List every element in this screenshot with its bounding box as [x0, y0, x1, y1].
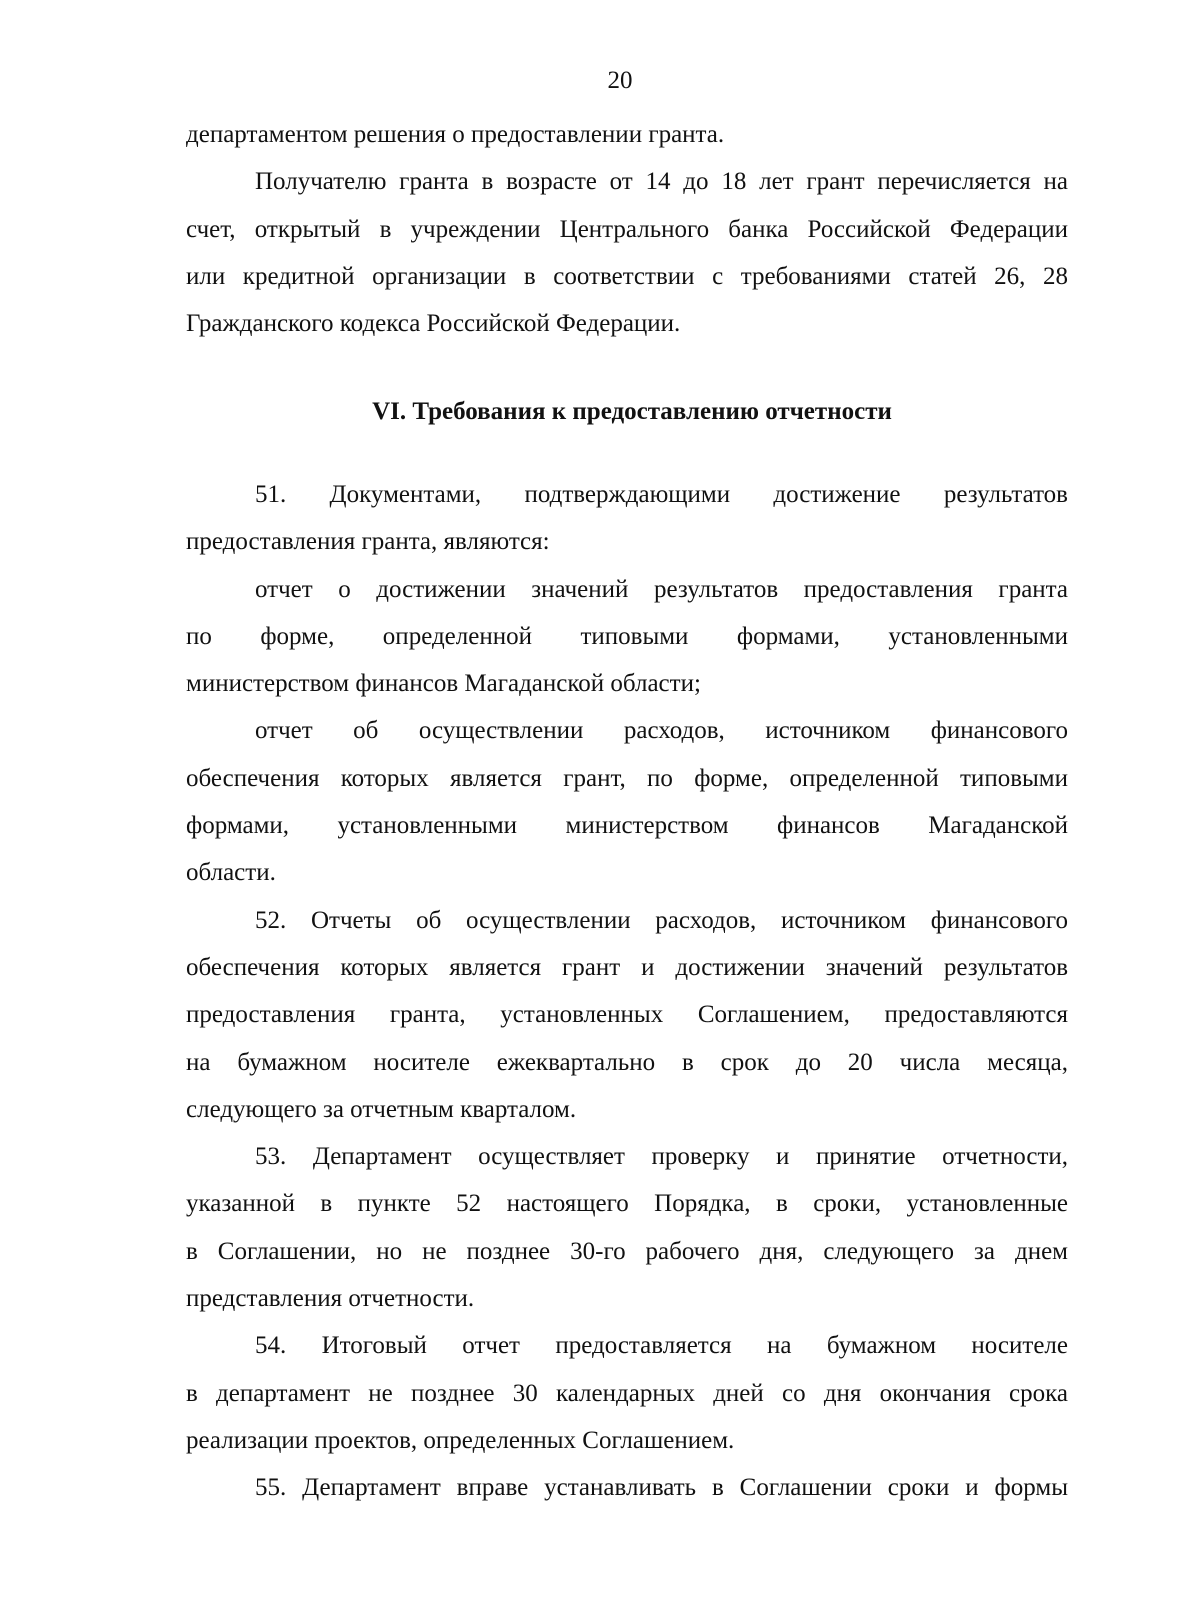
section-heading: VI. Требования к предоставлению отчетности: [372, 398, 892, 425]
text-line: следующего за отчетным кварталом.: [186, 1095, 577, 1123]
text-line: предоставления гранта, являются:: [186, 528, 550, 556]
text-line: предоставления гранта, установленных Соглашением, предоставляются: [186, 1001, 1068, 1029]
text-line: представления отчетности.: [186, 1285, 475, 1313]
text-line: министерством финансов Магаданской области;: [186, 670, 701, 698]
text-line: в Соглашении, но не позднее 30-го рабочего дня, следующего за днем: [186, 1237, 1068, 1265]
text-line: отчет о достижении значений результатов предоставления гранта: [255, 575, 1068, 603]
text-line: счет, открытый в учреждении Центрального банка Российской Федерации: [186, 215, 1068, 243]
page-number: 20: [607, 67, 633, 94]
text-line: обеспечения которых является грант, по форме, определенной типовыми: [186, 764, 1068, 792]
text-line: Гражданского кодекса Российской Федерации.: [186, 310, 681, 338]
text-line: 54. Итоговый отчет предоставляется на бумажном носителе: [255, 1332, 1068, 1360]
text-line: 52. Отчеты об осуществлении расходов, источником финансового: [255, 906, 1068, 934]
text-line: реализации проектов, определенных Соглашением.: [186, 1426, 735, 1454]
text-line: 55. Департамент вправе устанавливать в Соглашении сроки и формы: [255, 1474, 1068, 1502]
paragraph-block-bottom: [186, 471, 1068, 1512]
text-line: 53. Департамент осуществляет проверку и принятие отчетности,: [255, 1143, 1068, 1171]
text-line: формами, установленными министерством финансов Магаданской: [186, 812, 1068, 840]
text-line: области.: [186, 859, 276, 887]
text-line: по форме, определенной типовыми формами, установленными: [186, 622, 1068, 650]
text-line: указанной в пункте 52 настоящего Порядка, в сроки, установленные: [186, 1190, 1068, 1218]
text-line: или кредитной организации в соответствии с требованиями статей 26, 28: [186, 262, 1068, 290]
text-line: 51. Документами, подтверждающими достижение результатов: [255, 481, 1068, 508]
text-line: отчет об осуществлении расходов, источником финансового: [255, 717, 1068, 745]
text-line: департаментом решения о предоставлении гранта.: [186, 121, 725, 148]
text-line: на бумажном носителе ежеквартально в срок до 20 числа месяца,: [186, 1048, 1068, 1076]
paragraph-block-top: [186, 111, 1068, 347]
text-line: в департамент не позднее 30 календарных дней со дня окончания срока: [186, 1379, 1068, 1407]
text-line: обеспечения которых является грант и достижении значений результатов: [186, 953, 1068, 981]
text-line: Получателю гранта в возрасте от 14 до 18 лет грант перечисляется на: [255, 168, 1068, 196]
